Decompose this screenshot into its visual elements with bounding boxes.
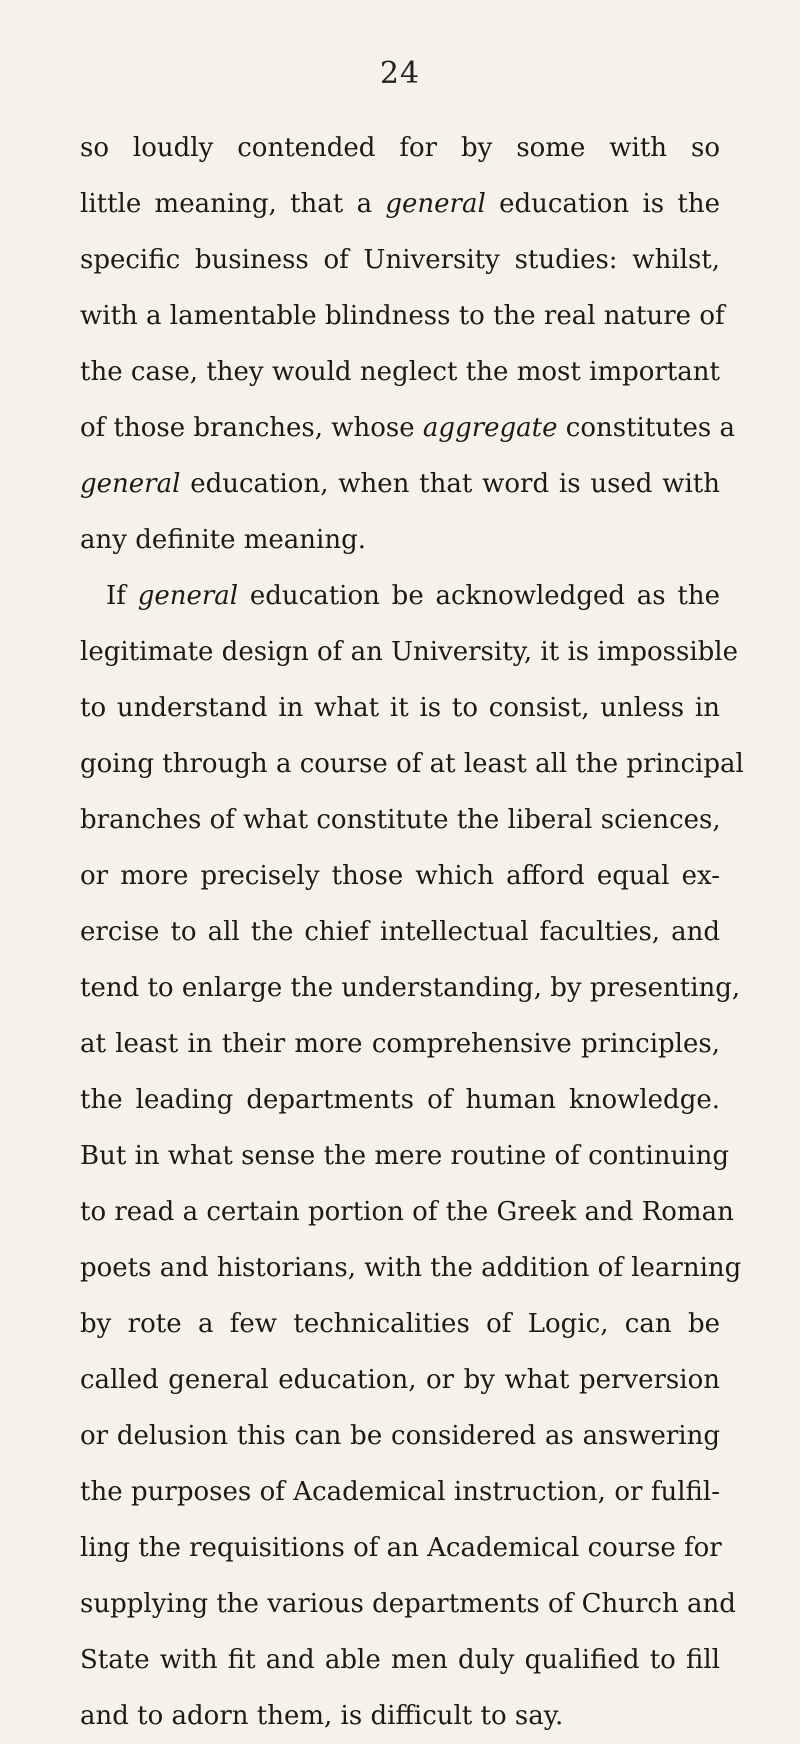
- text-segment: education is the: [485, 189, 720, 219]
- text-line: [80, 1128, 729, 1184]
- text-line: [80, 960, 741, 1016]
- text-segment: supplying the various departments of Church and: [80, 1589, 736, 1619]
- text-segment: any definite meaning.: [80, 525, 366, 555]
- text-line: [80, 400, 735, 456]
- text-segment: of those branches, whose: [80, 413, 423, 443]
- text-line: [80, 904, 720, 960]
- text-line: [80, 1632, 720, 1688]
- text-segment: the purposes of Academical instruction, or fulfil-: [80, 1477, 720, 1507]
- text-segment: constitutes a: [557, 413, 735, 443]
- text-segment: State with fit and able men duly qualified to fill: [80, 1645, 720, 1675]
- text-line: [80, 624, 738, 680]
- text-line: [80, 736, 744, 792]
- text-line: [80, 848, 720, 904]
- page-number: 24: [379, 56, 421, 91]
- text-segment: specific business of University studies: whilst,: [80, 245, 720, 275]
- italic-text: general: [385, 189, 486, 219]
- text-segment: the case, they would neglect the most important: [80, 357, 720, 387]
- text-line: [80, 1464, 720, 1520]
- italic-text: general: [137, 581, 239, 611]
- text-segment: ling the requisitions of an Academical course for: [80, 1533, 722, 1563]
- text-segment: called general education, or by what perversion: [80, 1365, 720, 1395]
- text-line: [80, 1240, 742, 1296]
- text-line: [80, 512, 720, 568]
- text-segment: ercise to all the chief intellectual faculties, and: [80, 917, 720, 947]
- text-line: [80, 288, 725, 344]
- text-segment: branches of what constitute the liberal sciences,: [80, 805, 721, 835]
- text-line: [80, 680, 720, 736]
- text-segment: little meaning, that a: [80, 189, 386, 219]
- text-line: [80, 1688, 720, 1744]
- text-line: [80, 1296, 720, 1352]
- body-text: [80, 120, 744, 1744]
- text-line: [80, 176, 720, 232]
- italic-text: aggregate: [422, 413, 558, 443]
- text-line: [80, 456, 720, 512]
- text-line: [80, 344, 720, 400]
- text-line: [80, 1352, 720, 1408]
- text-line: [80, 120, 720, 176]
- text-segment: at least in their more comprehensive principles,: [80, 1029, 720, 1059]
- text-segment: going through a course of at least all the principal: [80, 749, 744, 779]
- text-line: [80, 1408, 720, 1464]
- text-segment: or more precisely those which afford equal ex-: [80, 861, 720, 891]
- text-segment: to understand in what it is to consist, unless in: [80, 693, 720, 723]
- text-segment: or delusion this can be considered as answering: [80, 1421, 720, 1451]
- text-line: [80, 1576, 736, 1632]
- text-segment: education, when that word is used with: [180, 469, 720, 499]
- text-segment: and to adorn them, is difficult to say.: [80, 1701, 564, 1731]
- text-segment: poets and historians, with the addition of learning: [80, 1253, 742, 1283]
- text-line: [80, 1016, 720, 1072]
- text-segment: But in what sense the mere routine of continuing: [80, 1141, 729, 1171]
- text-segment: with a lamentable blindness to the real nature of: [80, 301, 725, 331]
- text-line: [80, 1072, 720, 1128]
- text-line: [80, 568, 720, 624]
- text-segment: legitimate design of an University, it is impossible: [80, 637, 738, 667]
- text-segment: by rote a few technicalities of Logic, can be: [80, 1309, 720, 1339]
- text-segment: If: [106, 581, 138, 611]
- text-line: [80, 1520, 720, 1576]
- text-segment: education be acknowledged as the: [238, 581, 720, 611]
- text-line: [80, 232, 720, 288]
- text-segment: to read a certain portion of the Greek and Roman: [80, 1197, 734, 1227]
- text-line: [80, 792, 720, 848]
- italic-text: general: [80, 469, 181, 499]
- text-segment: tend to enlarge the understanding, by presenting,: [80, 973, 741, 1003]
- text-segment: so loudly contended for by some with so: [80, 133, 720, 163]
- text-line: [80, 1184, 734, 1240]
- text-segment: the leading departments of human knowledge.: [80, 1085, 720, 1115]
